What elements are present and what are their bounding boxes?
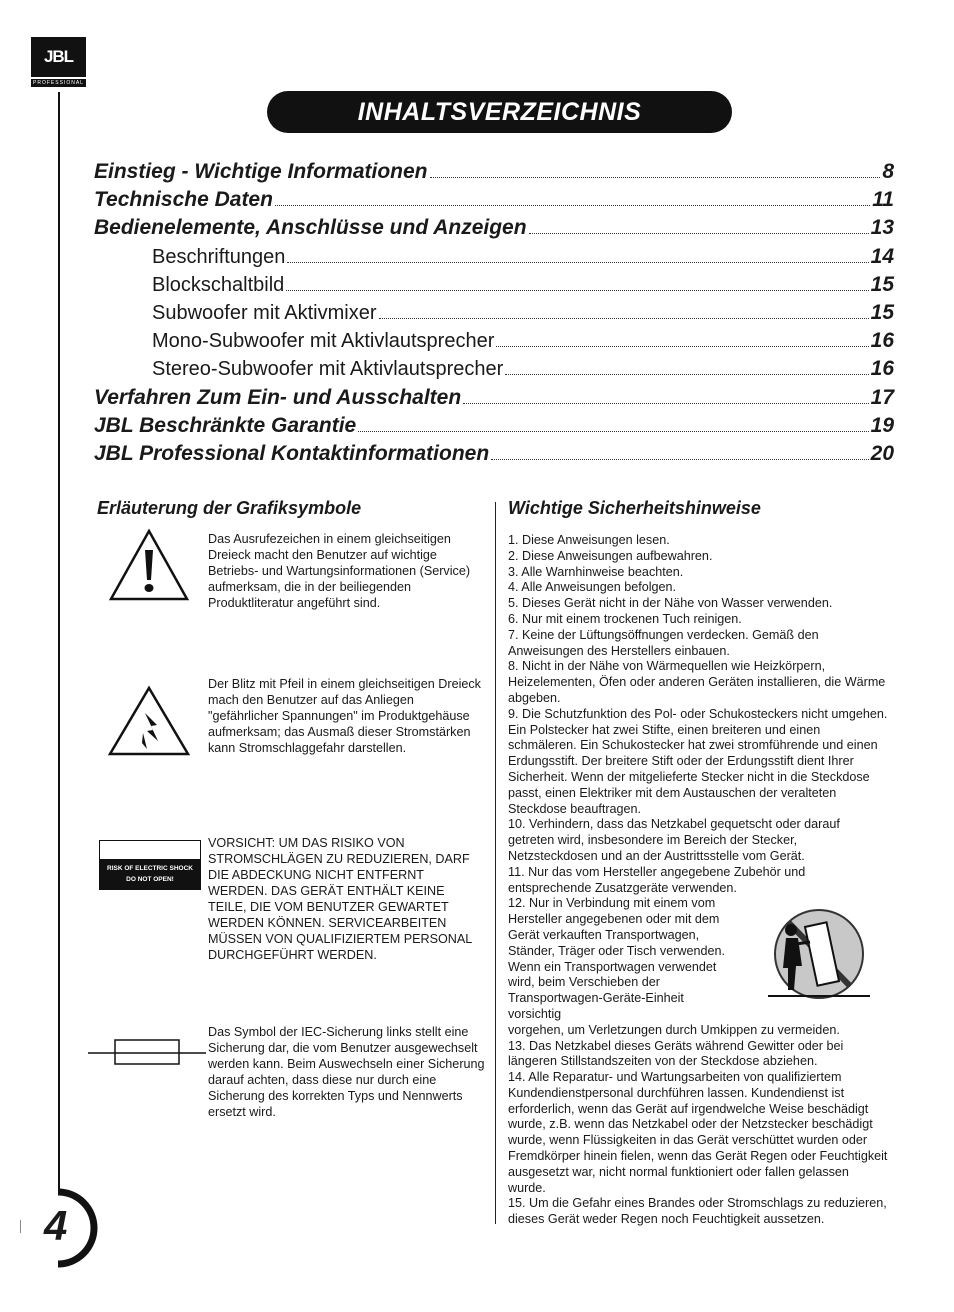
toc-leader-dots [505, 373, 868, 375]
toc-entry-label: JBL Beschränkte Garantie [94, 413, 357, 437]
toc-leader-dots [358, 430, 868, 432]
toc-entry[interactable] [94, 245, 894, 273]
toc-entry-page: 13 [870, 216, 894, 240]
safety-item: 1. Diese Anweisungen lesen. [508, 533, 670, 547]
toc-entry[interactable] [94, 273, 894, 301]
caution-description: VORSICHT: UM DAS RISIKO VON STROMSCHLÄGEN ZU REDUZIEREN, DARF DIE ABDECKUNG NICHT ENTFERNT WERDEN. DAS GERÄT ENTHÄLT KEINE TEILE, DIE VOM BENUTZER GEWARTET WERDEN KÖNNEN. SERVICEARBEITEN MÜSSEN VON QUALIFIZIERTEM PERSONAL DURCHGEFÜHRT WERDEN. [208, 836, 472, 962]
toc-leader-dots [430, 176, 881, 178]
toc-entry[interactable] [94, 160, 894, 188]
toc-entry-label: Technische Daten [94, 188, 273, 212]
label-line-2: DO NOT OPEN! [126, 876, 174, 883]
safety-heading: Wichtige Sicherheitshinweise [508, 498, 761, 518]
toc-entry[interactable] [94, 386, 894, 414]
toc-leader-dots [496, 345, 868, 347]
toc-entry-label: Mono-Subwoofer mit Aktivlautsprecher [152, 330, 495, 353]
toc-entry[interactable] [94, 442, 894, 470]
safety-item: 7. Keine der Lüftungsöffnungen verdecken. Gemäß den Anweisungen des Herstellers einbauen. [508, 627, 819, 658]
toc-entry-page: 11 [872, 188, 894, 212]
safety-item: 8. Nicht in der Nähe von Wärmequellen wie Heizkörpern, Heizelementen, Öfen oder anderen Geräten installieren, die Wärme abgeben. [508, 659, 886, 705]
safety-item: 6. Nur mit einem trockenen Tuch reinigen. [508, 611, 742, 626]
lightning-description: Der Blitz mit Pfeil in einem gleichseitigen Dreieck mach den Benutzer auf das Anliegen "gefährlicher Spannungen" im Produktgehäuse aufmerksam; das Ausmaß dieser Stromstärken kann Stromschlaggefahr darstellen. [208, 677, 481, 755]
shock-warning-label-icon [99, 840, 201, 890]
safety-item: 9. Die Schutzfunktion des Pol- oder Schukosteckers nicht umgehen. Ein Polstecker hat zwei Stifte, einen breiteren und einen schmäleren. Ein Schukostecker hat zwei stromführende und einen Erdungsstift. Der breitere Stift oder der Erdungsstift dient Ihrer Sicherheit. Wenn der mitgelieferte Stecker nicht in die Steckdose passt, einen Elektriker mit dem Austauschen der veralteten Steckdose beauftragen. [508, 706, 888, 816]
safety-item: 13. Das Netzkabel dieses Geräts während Gewitter oder bei längeren Stillstandszeiten von der Steckdose abziehen. [508, 1038, 844, 1069]
toc-leader-dots [529, 232, 869, 234]
logo-brand: JBL [31, 37, 86, 77]
toc-entry-label: Subwoofer mit Aktivmixer [152, 301, 377, 324]
column-divider [495, 502, 496, 1224]
toc-leader-dots [287, 261, 868, 263]
cart-tipover-warning-icon [766, 908, 874, 1004]
toc-entry-label: Stereo-Subwoofer mit Aktivlautsprecher [152, 358, 504, 381]
safety-instructions [508, 533, 888, 1228]
exclamation-description: Das Ausrufezeichen in einem gleichseitigen Dreieck macht den Benutzer auf wichtige Betriebs- und Wartungsinformationen (Service) aufmerksam, die in der beiliegenden Produktliteratur angeführt sind. [208, 532, 471, 610]
toc-entry-label: Einstieg - Wichtige Informationen [94, 160, 428, 183]
symbols-heading: Erläuterung der Grafiksymbole [97, 498, 362, 518]
table-of-contents [94, 160, 894, 470]
margin-line [58, 92, 60, 1190]
toc-entry[interactable] [94, 414, 894, 442]
toc-entry-page: 16 [870, 329, 894, 353]
safety-item: 2. Diese Anweisungen aufbewahren. [508, 548, 713, 563]
toc-leader-dots [463, 402, 868, 404]
safety-item-12: 12. Nur in Verbindung mit einem vom Hersteller angegebenen oder mit dem Gerät verkauften Transportwagen, Ständer, Träger oder Tisch verwenden. Wenn ein Transportwagen verwendet wird, beim Verschieben der Transportwagen-Geräte-Einheit vorsichtig [508, 896, 726, 1021]
toc-entry[interactable] [94, 329, 894, 357]
toc-entry[interactable] [94, 216, 894, 244]
safety-item-12-cont: vorgehen, um Verletzungen durch Umkippen zu vermeiden. [508, 1022, 840, 1037]
toc-entry-page: 20 [870, 441, 894, 465]
safety-item: 10. Verhindern, dass das Netzkabel gequetscht oder darauf getreten wird, insbesondere im Bereich der Stecker, Netzsteckdosen und an der Austrittsstelle vom Gerät. [508, 817, 840, 863]
toc-entry-label: JBL Professional Kontaktinformationen [94, 441, 490, 465]
fuse-description: Das Symbol der IEC-Sicherung links stellt eine Sicherung dar, die vom Benutzer ausgewechselt werden kann. Beim Auswechseln einer Sicherung darauf achten, dass diese nur durch eine Sicherung des korrekten Typs und Nennwerts ersetzt wird. [208, 1025, 485, 1119]
toc-entry-label: Beschriftungen [152, 245, 286, 268]
jbl-logo [31, 37, 86, 88]
safety-item: 3. Alle Warnhinweise beachten. [508, 564, 684, 579]
logo-subtitle: PROFESSIONAL [31, 79, 86, 87]
toc-leader-dots [275, 204, 870, 206]
toc-entry[interactable] [94, 357, 894, 385]
safety-item: 11. Nur das vom Hersteller angegebene Zubehör und entsprechende Zusatzgeräte verwenden. [508, 864, 806, 895]
toc-entry-label: Verfahren Zum Ein- und Ausschalten [94, 385, 462, 409]
label-line-1: RISK OF ELECTRIC SHOCK [107, 865, 193, 872]
page-number: 4 [44, 1202, 68, 1249]
toc-entry-page: 15 [870, 272, 894, 296]
toc-leader-dots [379, 317, 869, 319]
toc-leader-dots [491, 458, 868, 460]
safety-item: 15. Um die Gefahr eines Brandes oder Stromschlags zu reduzieren, dieses Gerät weder Regen noch Feuchtigkeit aussetzen. [508, 1196, 887, 1227]
toc-entry-page: 16 [870, 357, 894, 381]
lightning-triangle-icon [107, 685, 191, 757]
toc-entry-label: Bedienelemente, Anschlüsse und Anzeigen [94, 216, 527, 240]
page-number-badge [20, 1188, 100, 1268]
toc-entry-page: 14 [870, 244, 894, 268]
toc-entry[interactable] [94, 301, 894, 329]
toc-entry-label: Blockschaltbild [152, 273, 285, 296]
toc-entry-page: 8 [882, 160, 894, 183]
toc-entry-page: 15 [870, 300, 894, 324]
safety-item: 14. Alle Reparatur- und Wartungsarbeiten von qualifiziertem Kundendienstpersonal durchführen lassen. Kundendienst ist erforderlich, wenn das Gerät auf irgendwelche Weise beschädigt wurde, z.B. wenn das Netzkabel oder der Netzstecker beschädigt wurde, wenn Flüssigkeiten in das Gerät verschüttet wurden oder Fremdkörper hinein fielen, wenn das Gerät Regen oder Feuchtigkeit ausgesetzt war, nicht normal funktioniert oder fallen gelassen wurde. [508, 1070, 888, 1195]
toc-entry[interactable] [94, 188, 894, 216]
toc-entry-page: 19 [870, 413, 894, 437]
safety-item: 5. Dieses Gerät nicht in der Nähe von Wasser verwenden. [508, 596, 833, 611]
toc-entry-page: 17 [870, 385, 894, 409]
safety-item: 4. Alle Anweisungen befolgen. [508, 580, 677, 595]
toc-leader-dots [286, 289, 868, 291]
fuse-icon [88, 1038, 208, 1068]
page-title: INHALTSVERZEICHNIS [267, 91, 732, 133]
exclamation-triangle-icon [108, 528, 190, 602]
